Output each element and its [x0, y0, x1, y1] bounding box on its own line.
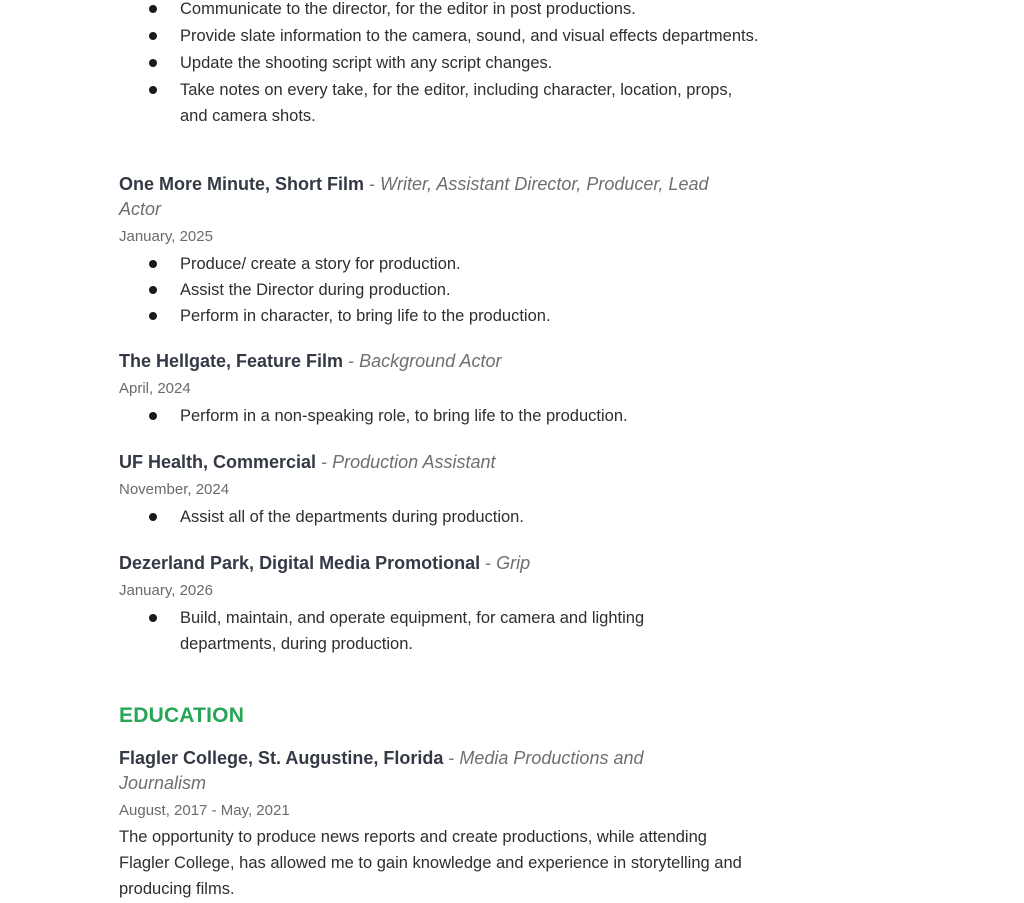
job-bullets [119, 251, 719, 329]
job-organization: UF Health, Commercial [119, 452, 317, 472]
job-bullets [119, 504, 759, 530]
title-separator: - [364, 174, 381, 194]
list-item: Communicate to the director, for the editor in post productions. [119, 0, 759, 22]
job-date: January, 2025 [119, 228, 213, 245]
title-separator: - [443, 748, 460, 768]
job-organization: One More Minute, Short Film [119, 174, 365, 194]
bullet-icon [149, 312, 157, 320]
list-item: Provide slate information to the camera, sound, and visual effects departments. [119, 23, 759, 49]
education-institution: Flagler College, St. Augustine, Florida [119, 748, 444, 768]
list-item: Perform in a non-speaking role, to bring life to the production. [119, 403, 759, 429]
job-title [119, 551, 719, 576]
job-entry [119, 349, 759, 429]
job-organization: Dezerland Park, Digital Media Promotional [119, 553, 481, 573]
list-item: Produce/ create a story for production. [119, 251, 719, 277]
bullet-icon [149, 286, 157, 294]
job-bullets [119, 403, 759, 429]
education-program: Media Productions and Journalism [119, 748, 644, 793]
job-date: January, 2026 [119, 582, 213, 599]
bullet-icon [149, 260, 157, 268]
job-role: Writer, Assistant Director, Producer, Lead Actor [119, 174, 709, 219]
job-role: Background Actor [359, 351, 502, 371]
job-role: Grip [496, 553, 531, 573]
list-item: Assist the Director during production. [119, 277, 719, 303]
job-entry [119, 551, 719, 657]
bullet-icon [149, 412, 157, 420]
title-separator: - [480, 553, 497, 573]
education-date: August, 2017 - May, 2021 [119, 802, 290, 819]
education-title [119, 746, 719, 796]
education-description: The opportunity to produce news reports and create productions, while attending Flagler College, has allowed me to gain knowledge and experience in storytelling and producing films. [119, 828, 742, 898]
bullet-icon [149, 86, 157, 94]
bullet-icon [149, 32, 157, 40]
job-date: November, 2024 [119, 481, 230, 498]
title-separator: - [343, 351, 360, 371]
title-separator: - [316, 452, 333, 472]
job-date: April, 2024 [119, 380, 191, 397]
job-title [119, 450, 759, 475]
bullet-icon [149, 59, 157, 67]
list-item: Build, maintain, and operate equipment, for camera and lighting departments, during production. [119, 605, 719, 657]
list-item: Assist all of the departments during production. [119, 504, 759, 530]
job-organization: The Hellgate, Feature Film [119, 351, 344, 371]
previous-job-bullets [119, 0, 759, 129]
list-item: Take notes on every take, for the editor, including character, location, props, and camera shots. [119, 77, 759, 129]
job-entry [119, 450, 759, 530]
bullet-icon [149, 5, 157, 13]
education-entry [119, 746, 742, 902]
section-heading-education: EDUCATION [119, 704, 245, 727]
job-title [119, 349, 759, 374]
job-bullets [119, 605, 719, 657]
job-role: Production Assistant [332, 452, 496, 472]
bullet-icon [149, 614, 157, 622]
job-title [119, 172, 719, 222]
list-item: Perform in character, to bring life to the production. [119, 303, 719, 329]
list-item: Update the shooting script with any script changes. [119, 50, 759, 76]
job-entry [119, 172, 719, 329]
bullet-icon [149, 513, 157, 521]
